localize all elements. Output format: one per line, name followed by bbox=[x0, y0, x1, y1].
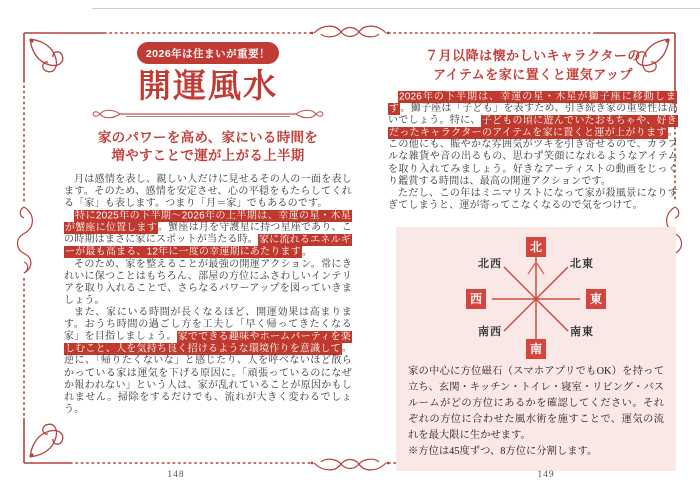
compass-label-northeast: 北東 bbox=[570, 257, 594, 270]
body-paragraph bbox=[64, 259, 352, 307]
corner-flourish-icon bbox=[30, 424, 63, 457]
title-divider-ornament-icon bbox=[90, 107, 326, 123]
compass-label-north: 北 bbox=[526, 237, 546, 257]
corner-flourish-icon bbox=[30, 39, 63, 72]
box-note: ※方位は45度ずつ、8方位に分割します。 bbox=[408, 445, 598, 457]
text-run: 家の中心に方位磁石（スマホアプリでもOK）を持って立ち、玄関・キッチン・トイレ・寝室・リビング・バスルームがどの方位にあるかを確認してください。それぞれの方位に合わせた風水術を施すことで、運気の流れを最大限に生かせます。 bbox=[408, 365, 664, 441]
text-run: 。蟹座は月を守護星に持つ星座であり、この時期はまさに家にスポットが当たる時。 bbox=[64, 222, 352, 246]
highlighted-text: 子どもの頃に遊んでいたおもちゃや、好きだったキャラクターのアイテムを家に置くと運が上がります bbox=[389, 115, 677, 139]
page-number-left: 148 bbox=[167, 470, 185, 480]
importance-badge: 2026年は住まいが重要！ bbox=[137, 42, 279, 64]
text-run: そのため、家を整えることが最強の開運アクション。常にきれいに保つことはもちろん、部屋の方位にふさわしいインテリアを取り入れることで、さらなるパワーアップを図っていきましょう。 bbox=[64, 258, 352, 306]
left-page bbox=[64, 42, 352, 416]
page-edge-line bbox=[92, 8, 700, 9]
text-run: ただし、この年はミニマリストになって家が殺風景になりすぎてしまうと、運が寄ってこなくなるので気をつけて。 bbox=[388, 187, 678, 211]
text-run: 月は感情を表し、親しい人だけに見せるその人の一面を表します。そのため、感情を安定させ、心の平穏をもたらしてくれる「家」も表します。つまり「月＝家」でもあるのです。 bbox=[64, 174, 352, 210]
right-heading bbox=[388, 46, 678, 84]
compass-label-southeast: 南東 bbox=[570, 325, 594, 338]
box-paragraph bbox=[408, 364, 664, 444]
compass-label-south: 南 bbox=[526, 339, 546, 359]
text-run: 。この他にも、賑やかな雰囲気がツキを引き寄せるので、カラフルな雑貨や音の出るもの、思わず笑顔になれるようなアイテムを取り入れてみましょう。好きなアーティストの動画をじっくり鑑賞する時間は、最高の開運アクションです。 bbox=[388, 127, 678, 187]
compass-label-southwest: 南西 bbox=[478, 325, 502, 338]
left-body bbox=[64, 174, 352, 416]
direction-instructions bbox=[408, 364, 664, 460]
compass-diagram bbox=[418, 239, 654, 357]
body-paragraph bbox=[64, 307, 352, 416]
body-paragraph bbox=[64, 174, 352, 210]
left-subtitle bbox=[64, 129, 352, 165]
body-paragraph bbox=[388, 188, 678, 212]
heading-line: アイテムを家に置くと運気アップ bbox=[433, 67, 633, 82]
direction-info-box bbox=[396, 227, 676, 471]
body-paragraph bbox=[64, 210, 352, 258]
compass-label-west: 西 bbox=[466, 289, 486, 309]
text-run: 。獅子座は「子ども」を表すため、引き続き家の重要性は高いでしょう。特に、 bbox=[388, 103, 679, 127]
body-paragraph bbox=[388, 91, 678, 188]
highlighted-text: 特に2025年の下半期～2026年の上半期は、幸運の星・木星が蟹座に位置します bbox=[65, 210, 351, 234]
highlighted-text: 2026年の下半期は、幸運の星・木星が獅子座に移動します bbox=[389, 91, 676, 115]
subtitle-line: 家のパワーを高め、家にいる時間を bbox=[97, 130, 319, 145]
text-run: 。 bbox=[301, 246, 313, 258]
text-run: また、家にいる時間が長くなるほど、開運効果は高まります。おうち時間の過ごし方を工夫し「早く帰ってきたくなる家」を目指しましょう。 bbox=[64, 307, 352, 343]
highlighted-text: 家でできる趣味やホームパーティを楽しむこと、人を気持ち良く招けるような環境作りを意識して bbox=[65, 331, 351, 355]
right-page bbox=[388, 46, 678, 471]
highlighted-text: 家に流れるエネルギーが最も高まる、12年に一度の幸運期にあたります bbox=[65, 234, 351, 258]
compass-label-northwest: 北西 bbox=[478, 257, 502, 270]
right-body bbox=[388, 91, 678, 212]
text-run: 。逆に、「帰りたくないな」と感じたり、人を呼べないほど散らかっている家は運気を下げる原因に。「頑張っているのになぜか報われない」という人は、家が乱れていることが原因かもしれません。掃除をするだけでも、流れが大きく変わるでしょう。 bbox=[64, 343, 352, 415]
subtitle-line: 増やすことで運が上がる上半期 bbox=[111, 148, 305, 163]
page-number-right: 149 bbox=[537, 470, 555, 480]
page-title: 開運風水 bbox=[138, 69, 278, 105]
heading-line: ７月以降は懐かしいキャラクターの bbox=[425, 48, 641, 63]
compass-label-east: 東 bbox=[586, 289, 606, 309]
